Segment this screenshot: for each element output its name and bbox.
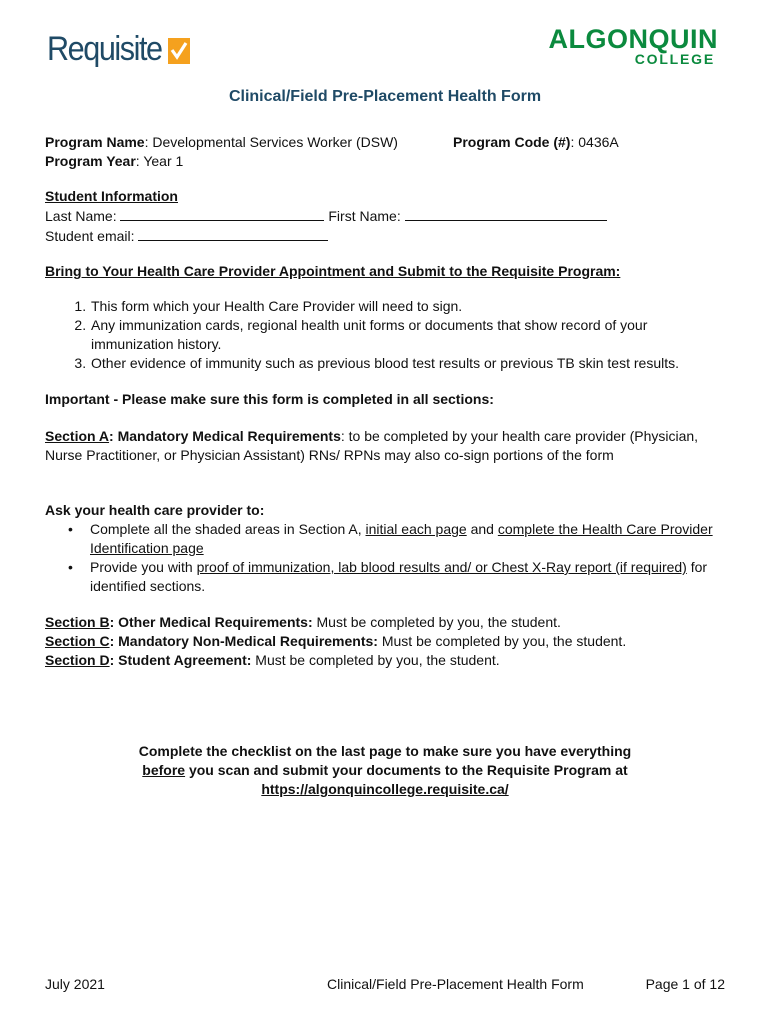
important-note (45, 390, 730, 409)
program-code-value: : 0436A (570, 134, 619, 150)
checklist-line2: you scan and submit your documents to the Requisite Program at (185, 762, 628, 778)
section-b (45, 613, 730, 632)
section-b-label: Section B (45, 614, 110, 630)
algonquin-logo-line2: COLLEGE (634, 51, 715, 67)
algonquin-logo (549, 25, 719, 66)
ask-item2-pre: Provide you with (90, 559, 197, 575)
list-item: 1. This form which your Health Care Provider will need to sign. (90, 297, 730, 316)
ask-item1-pre: Complete all the shaded areas in Section A, (90, 521, 366, 537)
ask-item2-post: for identified sections. (90, 559, 708, 594)
requisite-logo (47, 30, 190, 69)
first-name-label: First Name: (328, 208, 401, 224)
sections-bcd (45, 613, 730, 670)
algonquin-logo-line1: ALGONQUIN (548, 24, 718, 54)
email-field[interactable] (138, 226, 328, 241)
ask-provider (45, 501, 730, 596)
program-name-value: : Developmental Services Worker (DSW) (144, 134, 398, 150)
section-d (45, 651, 730, 670)
program-info (45, 133, 730, 171)
ask-item1-initial: initial each page (365, 521, 467, 537)
section-b-desc: Must be completed by you, the student. (312, 614, 561, 630)
list-item: 3. Other evidence of immunity such as previous blood test results or previous TB skin test results. (90, 354, 730, 373)
program-code-label: Program Code (#) (453, 134, 571, 150)
program-year-value: : Year 1 (135, 153, 184, 169)
footer-title: Clinical/Field Pre-Placement Health Form (327, 976, 584, 992)
section-a-label: Section A (45, 428, 110, 444)
section-c (45, 632, 730, 651)
section-d-title: : Student Agreement: (109, 652, 252, 668)
section-d-label: Section D (45, 652, 110, 668)
page-title: Clinical/Field Pre-Placement Health Form (228, 88, 542, 105)
list-item (90, 558, 730, 596)
bring-heading (45, 262, 730, 281)
footer-date: July 2021 (45, 976, 105, 992)
section-c-title: : Mandatory Non-Medical Requirements: (109, 633, 378, 649)
ask-heading: Ask your health care provider to: (45, 502, 265, 518)
ask-item1-complete: complete the Health Care Provider Identification page (90, 521, 713, 556)
first-name-field[interactable] (405, 206, 607, 221)
email-label: Student email: (45, 228, 135, 244)
checklist-line1: Complete the checklist on the last page to make sure you have everything (138, 743, 632, 759)
section-d-desc: Must be completed by you, the student. (251, 652, 500, 668)
page-footer (45, 976, 725, 995)
list-item (90, 520, 730, 558)
section-a (45, 427, 730, 465)
section-c-label: Section C (45, 633, 110, 649)
checklist-before: before (142, 762, 186, 778)
bring-list (45, 297, 730, 373)
last-name-label: Last Name: (45, 208, 117, 224)
list-item: 2. Any immunization cards, regional health unit forms or documents that show record of your immunization history. (90, 316, 730, 354)
program-name-label: Program Name (45, 134, 145, 150)
section-a-title: : Mandatory Medical Requirements (109, 428, 341, 444)
checklist-notice (0, 742, 770, 799)
check-icon (168, 38, 190, 64)
section-b-title: : Other Medical Requirements: (109, 614, 313, 630)
ask-item2-proof: proof of immunization, lab blood results and/ or Chest X-Ray report (if required) (196, 559, 687, 575)
student-info (45, 187, 730, 246)
student-info-heading: Student Information (45, 188, 178, 204)
program-year-label: Program Year (45, 153, 136, 169)
ask-item1-mid: and (466, 521, 498, 537)
section-a-desc: : to be completed by your health care provider (Physician, Nurse Practitioner, or Physician Assistant) RNs/ RPNs may also co-sign portions of the form (45, 428, 699, 463)
section-c-desc: Must be completed by you, the student. (377, 633, 627, 649)
last-name-field[interactable] (120, 206, 324, 221)
requisite-logo-text: Requisite (47, 30, 162, 68)
important-text: Important - Please make sure this form is completed in all sections: (45, 391, 494, 407)
footer-page-number: Page 1 of 12 (645, 976, 725, 992)
requisite-link[interactable]: https://algonquincollege.requisite.ca/ (261, 781, 509, 797)
bring-heading-text: Bring to Your Health Care Provider Appointment and Submit to the Requisite Program: (45, 263, 621, 279)
